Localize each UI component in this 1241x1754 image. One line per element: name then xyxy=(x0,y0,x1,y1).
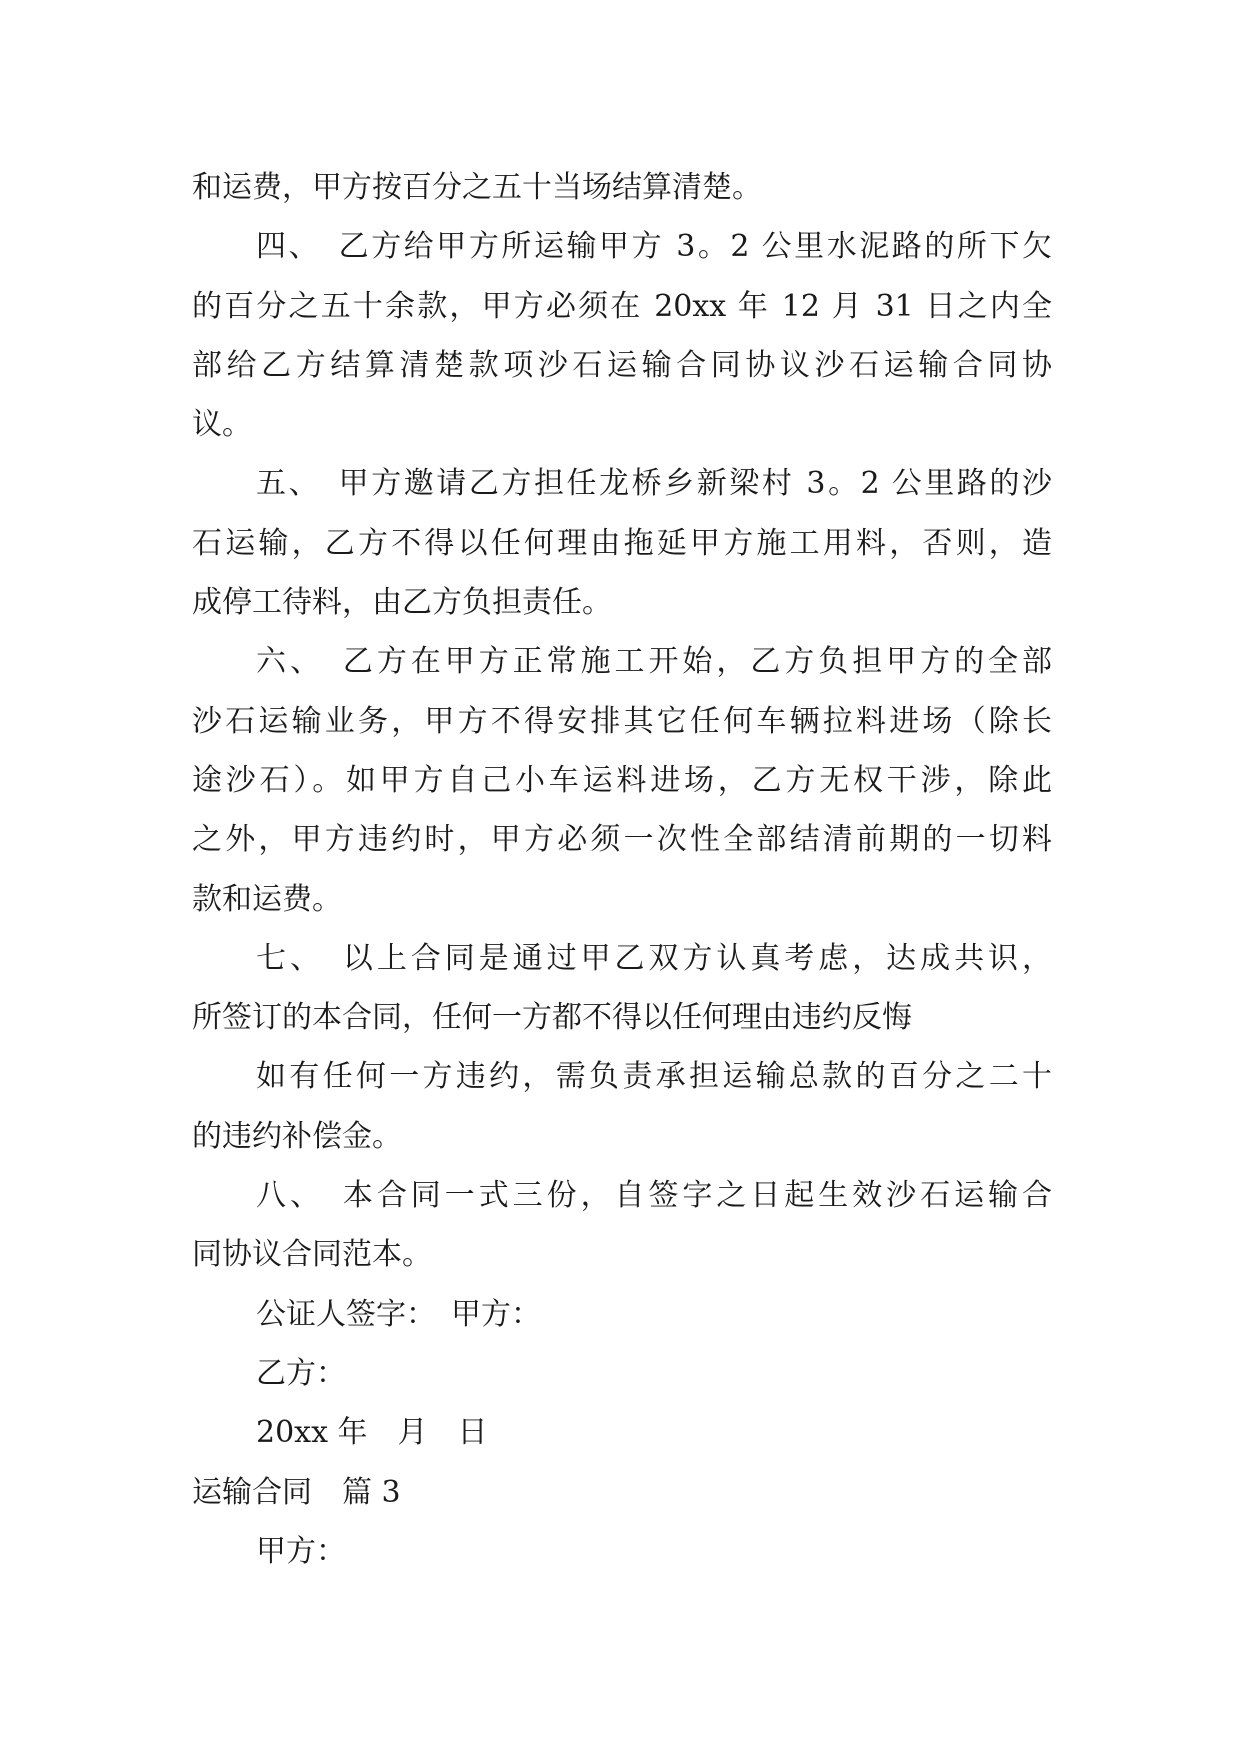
text-line: 石运输，乙方不得以任何理由拖延甲方施工用料，否则，造 xyxy=(192,525,1052,561)
text-line: 如有任何一方违约，需负责承担运输总款的百分之二十 xyxy=(256,1059,1052,1095)
clause-five-heading: 五、 甲方邀请乙方担任龙桥乡新梁村 3。2 公里路的沙 xyxy=(256,466,1052,502)
text-line: 款和运费。 xyxy=(192,881,342,917)
text-line: 和运费，甲方按百分之五十当场结算清楚。 xyxy=(192,170,762,205)
clause-four-heading: 四、 乙方给甲方所运输甲方 3。2 公里水泥路的所下欠 xyxy=(256,229,1052,265)
clause-six-heading: 六、 乙方在甲方正常施工开始，乙方负担甲方的全部 xyxy=(256,644,1052,680)
section-title: 运输合同 篇 3 xyxy=(192,1474,401,1510)
text-line: 所签订的本合同，任何一方都不得以任何理由违约反悔 xyxy=(192,1000,912,1036)
text-line: 之外，甲方违约时，甲方必须一次性全部结清前期的一切料 xyxy=(192,822,1052,858)
text-line: 沙石运输业务，甲方不得安排其它任何车辆拉料进场（除长 xyxy=(192,703,1052,739)
text-line: 途沙石）。如甲方自己小车运料进场，乙方无权干涉，除此 xyxy=(192,762,1052,798)
notary-signature-line: 公证人签字： 甲方： xyxy=(256,1296,541,1332)
document-page xyxy=(192,158,1052,1581)
text-line: 成停工待料，由乙方负担责任。 xyxy=(192,585,612,621)
clause-seven-heading: 七、 以上合同是通过甲乙双方认真考虑，达成共识， xyxy=(256,940,1052,976)
date-line: 20xx 年 月 日 xyxy=(256,1415,488,1451)
clause-eight-heading: 八、 本合同一式三份，自签字之日起生效沙石运输合 xyxy=(256,1178,1052,1214)
text-line: 部给乙方结算清楚款项沙石运输合同协议沙石运输合同协 xyxy=(192,347,1052,383)
party-b-signature-line: 乙方： xyxy=(256,1355,346,1391)
party-a-line: 甲方： xyxy=(256,1533,346,1569)
text-line: 议。 xyxy=(192,407,252,443)
text-line: 的违约补偿金。 xyxy=(192,1118,402,1154)
text-line: 同协议合同范本。 xyxy=(192,1237,432,1273)
text-line: 的百分之五十余款，甲方必须在 20xx 年 12 月 31 日之内全 xyxy=(192,288,1052,324)
